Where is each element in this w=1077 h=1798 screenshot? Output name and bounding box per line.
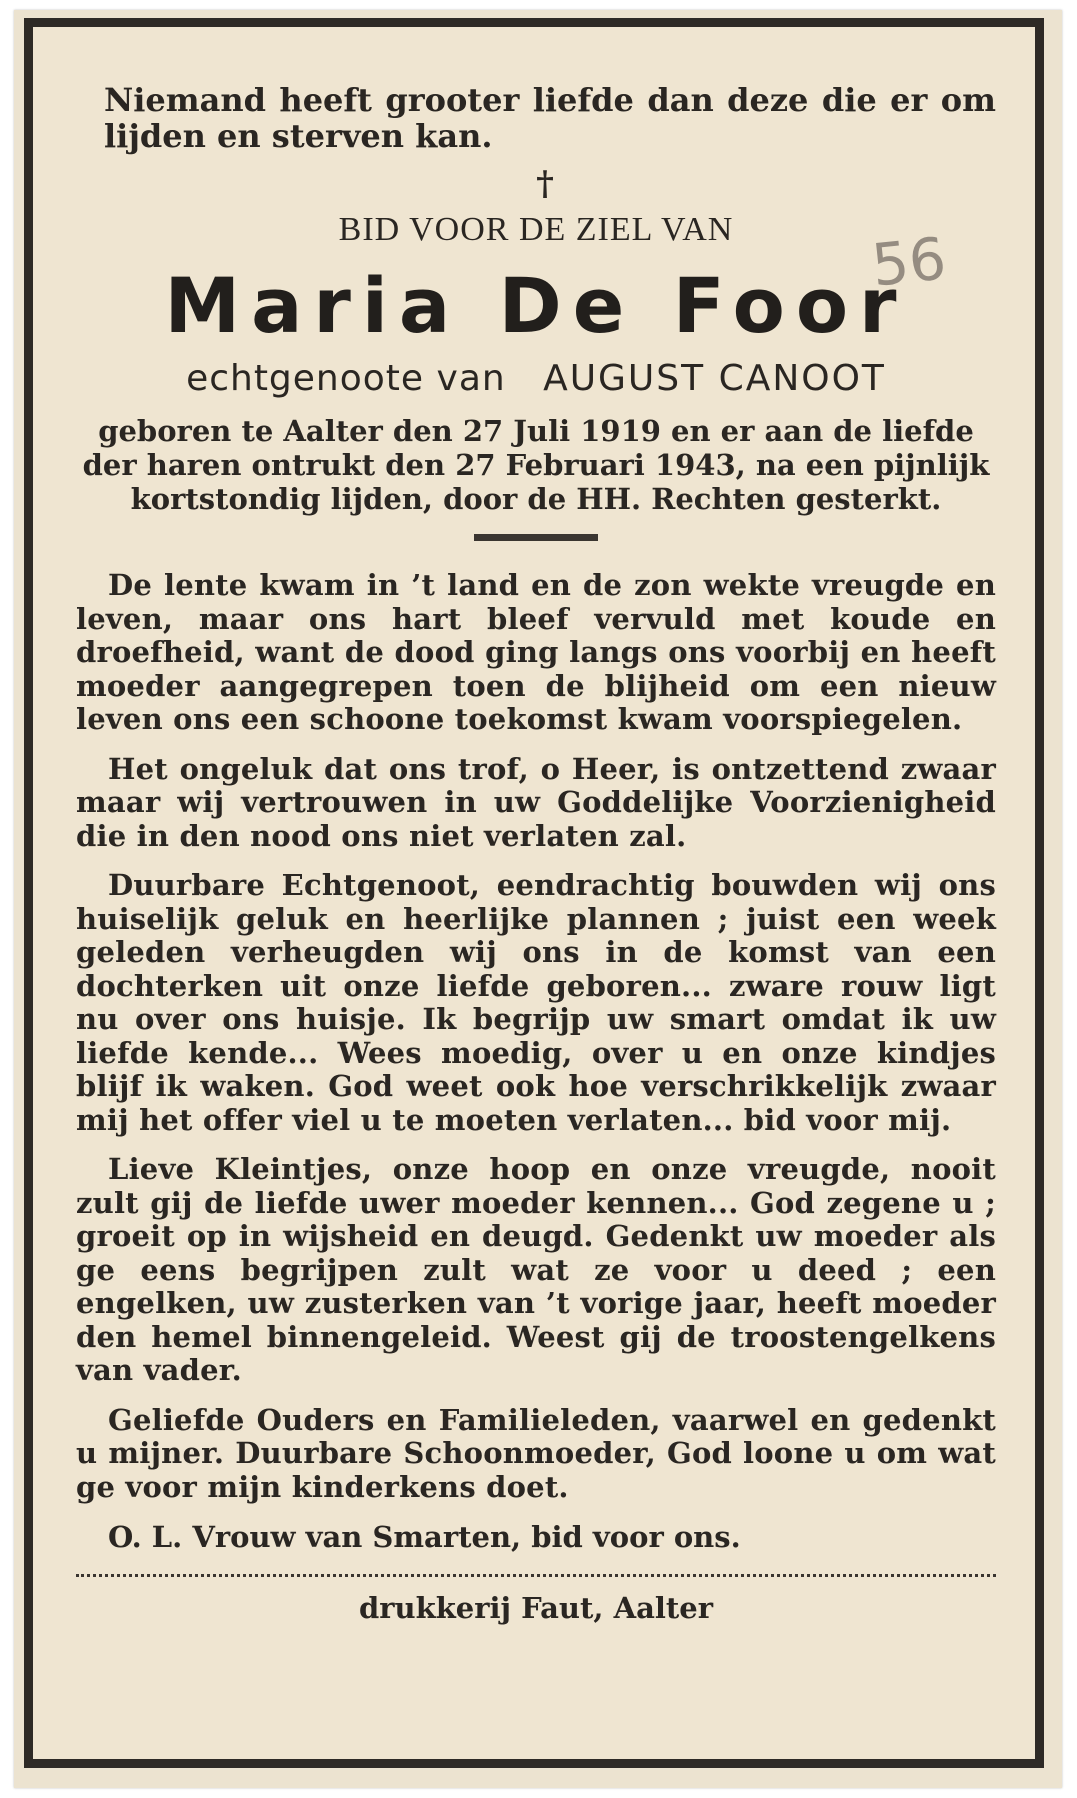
divider-rule [474,534,598,541]
memorial-card [14,10,1062,1788]
bio-line-2: der haren ontrukt den 27 Februari 1943, na een pijnlijk [82,448,990,482]
paragraph-2: Het ongeluk dat ons trof, o Heer, is ontzettend zwaar maar wij vertrouwen in uw Goddelijke Voorzienigheid die in den nood ons niet verlaten zal. [76,751,996,853]
paragraph-3: Duurbare Echtgenoot, eendrachtig bouwden wij ons huiselijk geluk en heerlijke plannen ; juist een week geleden verheugden wij ons in de komst van een dochterken uit onze liefde geboren... zware rouw ligt nu over ons huisje. Ik begrijp uw smart omdat ik uw liefde kende... Wees moedig, over u en onze kindjes blijf ik waken. God weet ook hoe verschrikkelijk zwaar mij het offer viel u te moeten verlaten... bid voor mij. [76,868,996,1137]
deceased-name: Maria De Foor [164,261,908,350]
spouse-line [76,356,996,402]
spouse-name: AUGUST CANOOT [543,358,886,399]
spouse-prefix: echtgenoote van [186,358,506,399]
paragraph-1: De lente kwam in ’t land en de zon wekte vreugde en leven, maar ons hart bleef vervuld met koude en droefheid, want de dood ging langs ons voorbij en heeft moeder aangegrepen toen de blijheid om een nieuw leven ons een schoone toekomst kwam voorspiegelen. [76,568,996,736]
closing-prayer: O. L. Vrouw van Smarten, bid voor ons. [108,1520,741,1554]
card-content [76,82,996,1625]
paragraph-5: Geliefde Ouders en Familieleden, vaarwel en gedenkt u mijner. Duurbare Schoonmoeder, God loone u om wat ge voor mijn kinderkens doet. [76,1402,996,1504]
bio-line-1: geboren te Aalter den 27 Juli 1919 en er aan de liefde [98,414,974,448]
bio-block [76,414,996,516]
cross-symbol: † [536,164,554,204]
bio-line-3: kortstondig lijden, door de HH. Rechten gesterkt. [130,482,942,516]
motto-text: Niemand heeft grooter liefde dan deze die er om lijden en sterven kan. [104,81,996,155]
dotted-divider [76,1574,996,1577]
handwritten-note: 56 [868,224,950,300]
printer-credit: drukkerij Faut, Aalter [358,1591,714,1625]
paragraph-4: Lieve Kleintjes, onze hoop en onze vreugde, nooit zult gij de liefde uwer moeder kennen... God zegene u ; groeit op in wijsheid en deugd. Gedenkt uw moeder als ge eens begrijpen zult wat ze voor u deed ; een engelken, uw zusterken van ’t vorige jaar, heeft moeder den hemel binnengeleid. Weest gij de troostengelkens van vader. [76,1152,996,1387]
pray-heading: BID VOOR DE ZIEL VAN [338,211,734,248]
